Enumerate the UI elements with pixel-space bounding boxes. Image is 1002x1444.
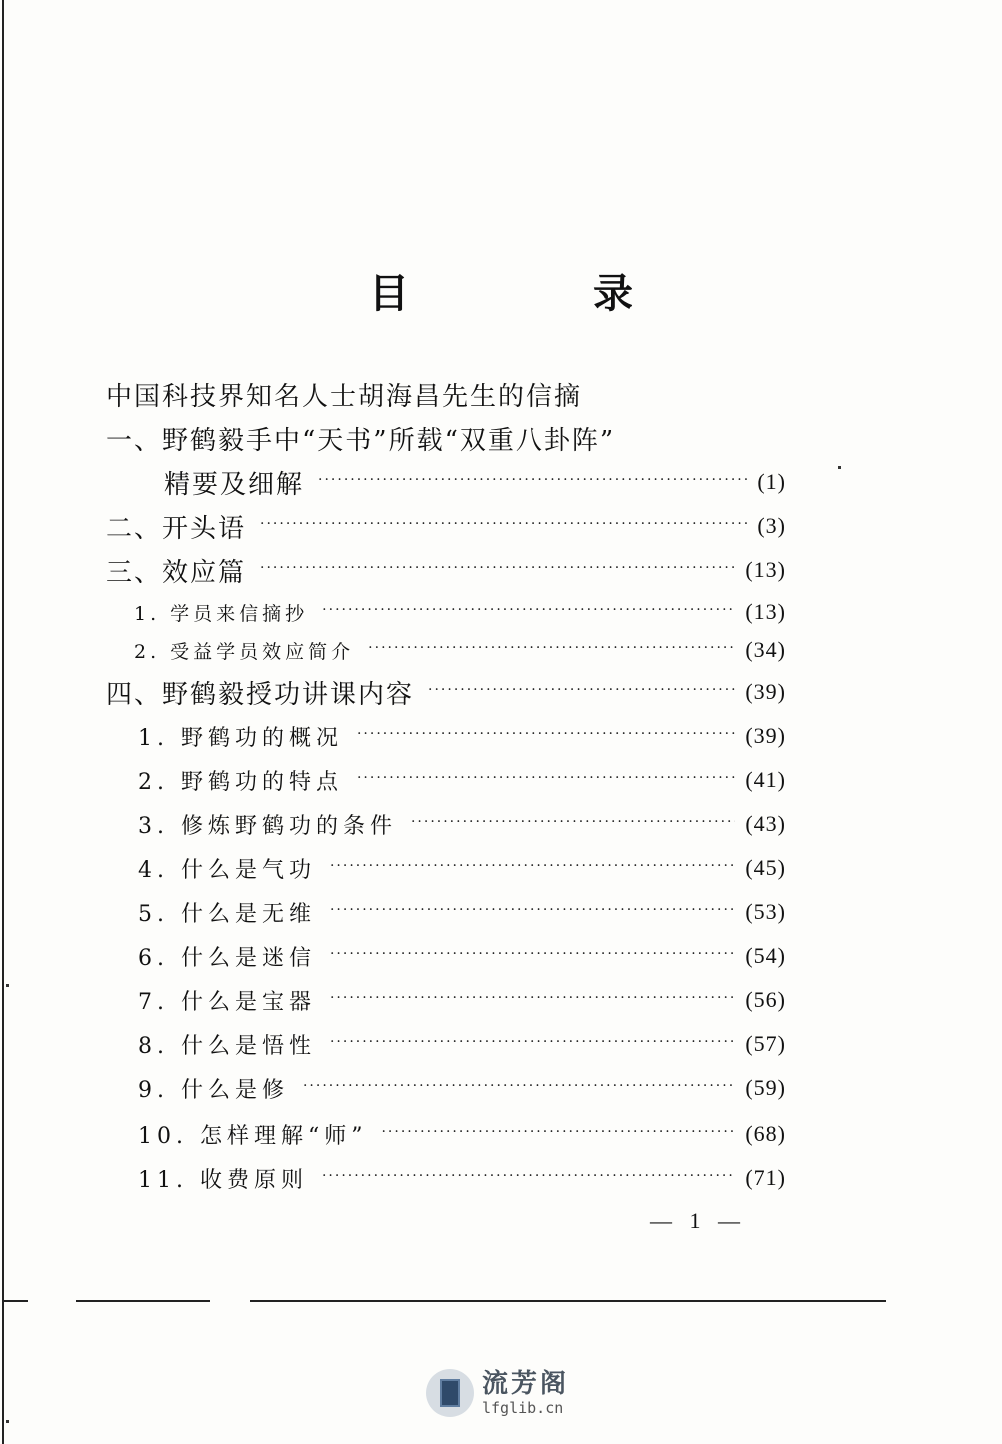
toc-entry-page: (34) xyxy=(745,637,786,662)
bottom-rule xyxy=(76,1300,210,1302)
toc-entry-page: (57) xyxy=(745,1031,786,1056)
toc-entry-label: 1. 学员来信摘抄 xyxy=(134,602,309,625)
leader-dots xyxy=(330,946,735,966)
toc-entry-label: 一、野鹤毅手中“天书”所载“双重八卦阵” xyxy=(106,425,616,456)
scan-speck xyxy=(6,1420,9,1423)
toc-entry xyxy=(138,1066,786,1110)
toc-entry-label: 三、效应篇 xyxy=(106,557,247,588)
leader-dots xyxy=(330,1034,735,1054)
toc-entry-page: (13) xyxy=(745,557,786,582)
leader-dots xyxy=(330,858,735,878)
book-icon xyxy=(426,1369,474,1417)
page-number: — 1 — xyxy=(650,1208,746,1233)
toc-entry-label: 四、野鹤毅授功讲课内容 xyxy=(106,679,415,710)
leader-dots xyxy=(368,640,735,660)
toc-title: 目 录 xyxy=(369,271,705,317)
bottom-rule xyxy=(250,1300,886,1302)
toc-entry-label: 1. 野鹤功的概况 xyxy=(138,725,343,751)
toc-entry xyxy=(106,548,786,592)
toc-entry xyxy=(138,802,786,846)
toc-entry xyxy=(138,758,786,802)
toc-entry-label: 精要及细解 xyxy=(164,469,305,500)
page-edge xyxy=(2,0,4,1444)
leader-dots xyxy=(322,1168,735,1188)
scan-speck xyxy=(6,984,9,987)
toc-entry xyxy=(106,504,786,548)
toc-entry-page: (13) xyxy=(745,599,786,624)
toc-entry xyxy=(106,416,786,460)
toc-entry-label: 5. 什么是无维 xyxy=(138,901,316,927)
toc-entry-label: 2. 受益学员效应简介 xyxy=(134,640,355,663)
leader-dots xyxy=(381,1124,735,1144)
leader-dots xyxy=(330,990,735,1010)
scan-speck xyxy=(838,466,841,469)
toc-entry-label: 6. 什么是迷信 xyxy=(138,945,316,971)
toc-entry-page: (1) xyxy=(757,469,786,494)
toc-entry-label: 4. 什么是气功 xyxy=(138,857,316,883)
leader-dots xyxy=(357,726,735,746)
toc-entry-page: (39) xyxy=(745,679,786,704)
toc-entry xyxy=(138,978,786,1022)
leader-dots xyxy=(318,472,747,492)
toc-entry-label: 11. 收费原则 xyxy=(138,1167,308,1193)
toc-entry xyxy=(138,934,786,978)
toc-entry xyxy=(138,1156,786,1200)
toc-entry-page: (53) xyxy=(745,899,786,924)
toc-entry-page: (41) xyxy=(745,767,786,792)
toc-entry-page: (43) xyxy=(745,811,786,836)
toc-entry xyxy=(106,670,786,714)
toc-entry-label: 10. 怎样理解“师” xyxy=(138,1123,368,1149)
leader-dots xyxy=(428,682,735,702)
leader-dots xyxy=(411,814,735,834)
toc-entry-page: (68) xyxy=(745,1121,786,1146)
toc-entry-page: (59) xyxy=(745,1075,786,1100)
toc-entry-label: 9. 什么是修 xyxy=(138,1077,289,1103)
toc-entry xyxy=(138,1022,786,1066)
toc-entry-label: 2. 野鹤功的特点 xyxy=(138,769,343,795)
toc-entry-page: (56) xyxy=(745,987,786,1012)
toc-entry-page: (54) xyxy=(745,943,786,968)
toc-entry-page: (71) xyxy=(745,1165,786,1190)
toc-entry xyxy=(138,714,786,758)
toc-entry-page: (3) xyxy=(757,513,786,538)
toc-entry xyxy=(138,1112,786,1156)
leader-dots xyxy=(260,516,747,536)
leader-dots xyxy=(303,1078,735,1098)
toc-entry xyxy=(134,628,786,672)
leader-dots xyxy=(330,902,735,922)
toc-entry-label: 二、开头语 xyxy=(106,513,247,544)
leader-dots xyxy=(322,602,735,622)
toc-entry xyxy=(138,890,786,934)
toc-entry xyxy=(164,460,786,504)
leader-dots xyxy=(260,560,735,580)
toc-entry-page: (45) xyxy=(745,855,786,880)
toc-entry-label: 3. 修炼野鹤功的条件 xyxy=(138,813,397,839)
toc-entry xyxy=(106,372,786,416)
toc-entry-label: 7. 什么是宝器 xyxy=(138,989,316,1015)
leader-dots xyxy=(357,770,735,790)
watermark xyxy=(426,1362,596,1424)
toc-entry-label: 中国科技界知名人士胡海昌先生的信摘 xyxy=(106,381,583,412)
toc-entry-label: 8. 什么是悟性 xyxy=(138,1033,316,1059)
toc-entry xyxy=(138,846,786,890)
watermark-name: 流芳阁 xyxy=(482,1369,570,1399)
watermark-url: lfglib.cn xyxy=(482,1399,564,1417)
bottom-rule xyxy=(4,1300,28,1302)
toc-entry-page: (39) xyxy=(745,723,786,748)
